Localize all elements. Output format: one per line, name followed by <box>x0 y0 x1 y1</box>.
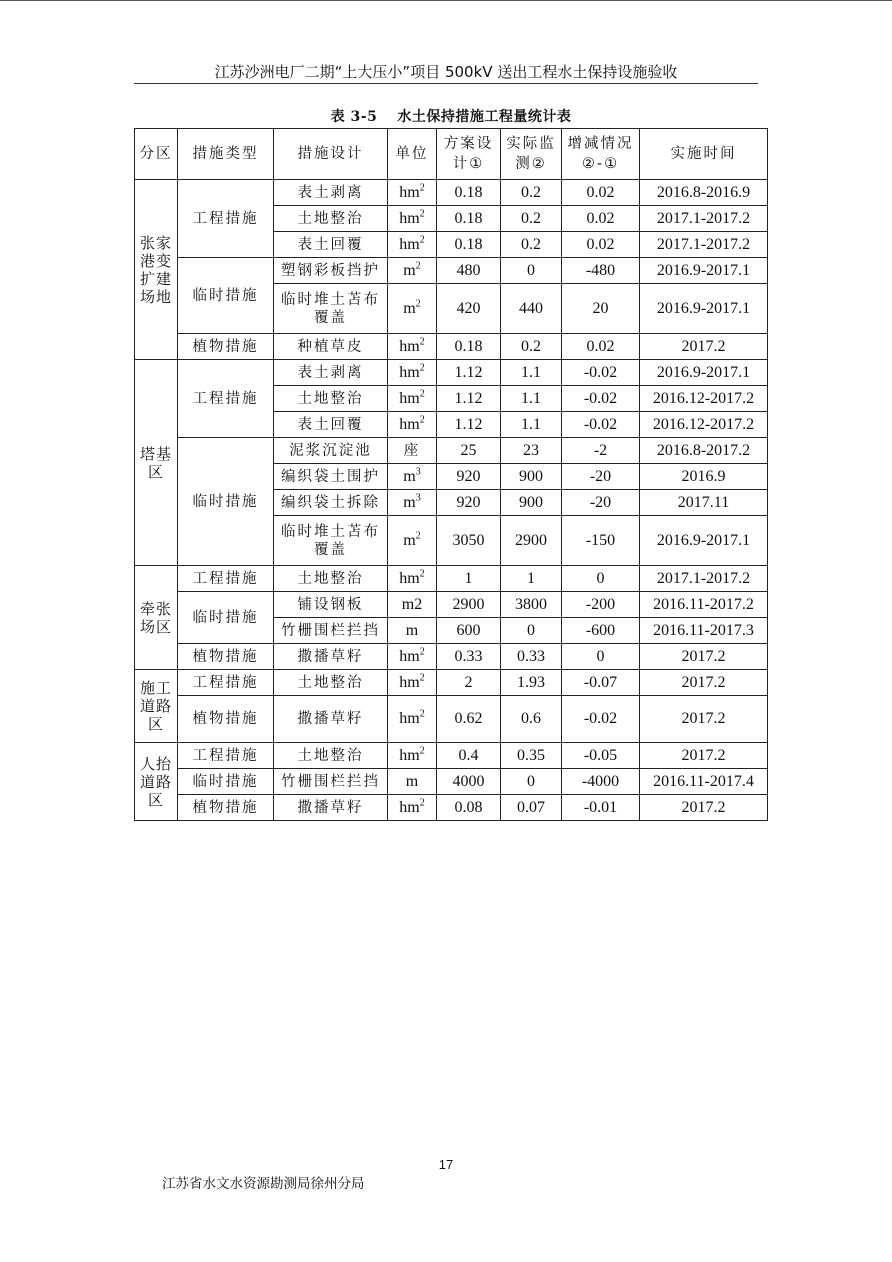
design-cell: 表土回覆 <box>274 232 388 258</box>
planned-cell: 1 <box>437 566 501 592</box>
footer-organization: 江苏省水文水资源勘测局徐州分局 <box>162 1176 365 1192</box>
actual-cell: 0.35 <box>501 743 562 769</box>
design-cell: 泥浆沉淀池 <box>274 438 388 464</box>
change-cell: -20 <box>562 464 640 490</box>
planned-cell: 3050 <box>437 516 501 566</box>
column-header-unit: 单位 <box>388 129 437 180</box>
planned-cell: 2900 <box>437 592 501 618</box>
category-cell: 工程措施 <box>178 360 274 438</box>
actual-cell: 1 <box>501 566 562 592</box>
zone-cell: 张家港变扩建场地 <box>135 180 178 360</box>
actual-cell: 0.33 <box>501 644 562 670</box>
unit-cell: $hm^2$ <box>388 232 437 258</box>
unit-cell: $hm^2$ <box>388 743 437 769</box>
change-cell: -0.02 <box>562 696 640 743</box>
planned-cell: 0.33 <box>437 644 501 670</box>
zone-cell: 牵张场区 <box>135 566 178 670</box>
change-cell: 0.02 <box>562 206 640 232</box>
design-cell: 土地整治 <box>274 566 388 592</box>
table-row <box>135 334 768 360</box>
table-row <box>135 696 768 743</box>
actual-cell: 2900 <box>501 516 562 566</box>
design-cell: 表土剥离 <box>274 180 388 206</box>
unit-cell: $hm^2$ <box>388 644 437 670</box>
actual-cell: 1.1 <box>501 412 562 438</box>
change-cell: 20 <box>562 284 640 334</box>
actual-cell: 1.1 <box>501 386 562 412</box>
period-cell: 2016.8-2016.9 <box>640 180 768 206</box>
column-header-design: 措施设计 <box>274 129 388 180</box>
change-cell: 0.02 <box>562 180 640 206</box>
planned-cell: 4000 <box>437 769 501 795</box>
design-cell: 临时堆土苫布覆盖 <box>274 516 388 566</box>
category-cell: 临时措施 <box>178 258 274 334</box>
design-cell: 竹栅围栏拦挡 <box>274 618 388 644</box>
unit-cell: m2 <box>388 592 437 618</box>
design-cell: 土地整治 <box>274 206 388 232</box>
design-cell: 编织袋土围护 <box>274 464 388 490</box>
planned-cell: 0.18 <box>437 206 501 232</box>
planned-cell: 920 <box>437 490 501 516</box>
measures-quantity-table <box>134 128 768 821</box>
period-cell: 2017.2 <box>640 670 768 696</box>
column-header-zone: 分区 <box>135 129 178 180</box>
header-divider <box>134 83 758 84</box>
period-cell: 2017.1-2017.2 <box>640 206 768 232</box>
unit-cell: $hm^2$ <box>388 670 437 696</box>
table-row <box>135 258 768 284</box>
table-row <box>135 670 768 696</box>
unit-cell: $m^3$ <box>388 490 437 516</box>
actual-cell: 440 <box>501 284 562 334</box>
period-cell: 2017.2 <box>640 696 768 743</box>
table-row <box>135 438 768 464</box>
planned-cell: 0.62 <box>437 696 501 743</box>
unit-cell: $hm^2$ <box>388 566 437 592</box>
design-cell: 撒播草籽 <box>274 795 388 821</box>
planned-cell: 1.12 <box>437 360 501 386</box>
column-header-category: 措施类型 <box>178 129 274 180</box>
table-row <box>135 795 768 821</box>
category-cell: 临时措施 <box>178 438 274 566</box>
unit-cell: m <box>388 769 437 795</box>
actual-cell: 0.2 <box>501 334 562 360</box>
change-cell: -2 <box>562 438 640 464</box>
table-row <box>135 769 768 795</box>
table-title: 水土保持措施工程量统计表 <box>397 109 572 125</box>
unit-cell: m <box>388 618 437 644</box>
column-header-actual: 实际监测② <box>501 129 562 180</box>
planned-cell: 0.18 <box>437 232 501 258</box>
zone-cell: 人抬道路区 <box>135 743 178 821</box>
table-row <box>135 566 768 592</box>
period-cell: 2016.9 <box>640 464 768 490</box>
actual-cell: 0 <box>501 258 562 284</box>
period-cell: 2017.2 <box>640 644 768 670</box>
table-body <box>135 180 768 821</box>
unit-cell: $hm^2$ <box>388 180 437 206</box>
table-row <box>135 644 768 670</box>
category-cell: 临时措施 <box>178 769 274 795</box>
change-cell: -0.01 <box>562 795 640 821</box>
actual-cell: 900 <box>501 490 562 516</box>
change-cell: 0.02 <box>562 232 640 258</box>
period-cell: 2017.1-2017.2 <box>640 566 768 592</box>
period-cell: 2017.2 <box>640 743 768 769</box>
design-cell: 编织袋土拆除 <box>274 490 388 516</box>
table-number: 表 3-5 <box>330 109 378 125</box>
actual-cell: 0.07 <box>501 795 562 821</box>
period-cell: 2016.12-2017.2 <box>640 412 768 438</box>
period-cell: 2016.12-2017.2 <box>640 386 768 412</box>
unit-cell: $hm^2$ <box>388 386 437 412</box>
period-cell: 2016.11-2017.4 <box>640 769 768 795</box>
design-cell: 土地整治 <box>274 743 388 769</box>
planned-cell: 0.08 <box>437 795 501 821</box>
design-cell: 土地整治 <box>274 670 388 696</box>
design-cell: 表土剥离 <box>274 360 388 386</box>
planned-cell: 920 <box>437 464 501 490</box>
change-cell: -4000 <box>562 769 640 795</box>
design-cell: 塑钢彩板挡护 <box>274 258 388 284</box>
unit-cell: $hm^2$ <box>388 334 437 360</box>
period-cell: 2016.8-2017.2 <box>640 438 768 464</box>
design-cell: 铺设钢板 <box>274 592 388 618</box>
period-cell: 2017.1-2017.2 <box>640 232 768 258</box>
change-cell: -20 <box>562 490 640 516</box>
category-cell: 植物措施 <box>178 795 274 821</box>
zone-cell: 塔基区 <box>135 360 178 566</box>
period-cell: 2016.9-2017.1 <box>640 284 768 334</box>
unit-cell: $m^2$ <box>388 516 437 566</box>
period-cell: 2016.11-2017.2 <box>640 592 768 618</box>
column-header-period: 实施时间 <box>640 129 768 180</box>
unit-cell: $hm^2$ <box>388 206 437 232</box>
unit-cell: $hm^2$ <box>388 795 437 821</box>
zone-cell: 施工道路区 <box>135 670 178 743</box>
planned-cell: 0.4 <box>437 743 501 769</box>
actual-cell: 0.6 <box>501 696 562 743</box>
period-cell: 2016.9-2017.1 <box>640 516 768 566</box>
column-header-planned: 方案设计① <box>437 129 501 180</box>
unit-cell: $m^3$ <box>388 464 437 490</box>
actual-cell: 1.1 <box>501 360 562 386</box>
table-row <box>135 360 768 386</box>
planned-cell: 1.12 <box>437 386 501 412</box>
design-cell: 土地整治 <box>274 386 388 412</box>
design-cell: 竹栅围栏拦挡 <box>274 769 388 795</box>
change-cell: 0 <box>562 644 640 670</box>
category-cell: 植物措施 <box>178 644 274 670</box>
unit-cell: $m^2$ <box>388 284 437 334</box>
actual-cell: 900 <box>501 464 562 490</box>
table-row <box>135 743 768 769</box>
change-cell: 0.02 <box>562 334 640 360</box>
actual-cell: 3800 <box>501 592 562 618</box>
planned-cell: 1.12 <box>437 412 501 438</box>
design-cell: 表土回覆 <box>274 412 388 438</box>
period-cell: 2017.11 <box>640 490 768 516</box>
category-cell: 工程措施 <box>178 743 274 769</box>
period-cell: 2016.9-2017.1 <box>640 360 768 386</box>
column-header-change: 增减情况②-① <box>562 129 640 180</box>
change-cell: -0.07 <box>562 670 640 696</box>
unit-cell: $hm^2$ <box>388 412 437 438</box>
actual-cell: 0.2 <box>501 180 562 206</box>
planned-cell: 0.18 <box>437 334 501 360</box>
unit-cell: 座 <box>388 438 437 464</box>
category-cell: 工程措施 <box>178 566 274 592</box>
table-row <box>135 592 768 618</box>
period-cell: 2017.2 <box>640 334 768 360</box>
actual-cell: 0.2 <box>501 232 562 258</box>
actual-cell: 0 <box>501 769 562 795</box>
design-cell: 撒播草籽 <box>274 644 388 670</box>
change-cell: -0.05 <box>562 743 640 769</box>
running-header-title: 江苏沙洲电厂二期“上大压小”项目 500kV 送出工程水土保持设施验收 <box>214 63 678 81</box>
change-cell: -0.02 <box>562 386 640 412</box>
unit-cell: $m^2$ <box>388 258 437 284</box>
change-cell: -480 <box>562 258 640 284</box>
actual-cell: 23 <box>501 438 562 464</box>
category-cell: 植物措施 <box>178 696 274 743</box>
category-cell: 工程措施 <box>178 670 274 696</box>
change-cell: -600 <box>562 618 640 644</box>
period-cell: 2016.11-2017.3 <box>640 618 768 644</box>
category-cell: 临时措施 <box>178 592 274 644</box>
planned-cell: 2 <box>437 670 501 696</box>
unit-cell: $hm^2$ <box>388 360 437 386</box>
change-cell: -0.02 <box>562 412 640 438</box>
actual-cell: 1.93 <box>501 670 562 696</box>
design-cell: 撒播草籽 <box>274 696 388 743</box>
change-cell: -0.02 <box>562 360 640 386</box>
period-cell: 2017.2 <box>640 795 768 821</box>
unit-cell: $hm^2$ <box>388 696 437 743</box>
table-header-row <box>135 129 768 180</box>
category-cell: 植物措施 <box>178 334 274 360</box>
planned-cell: 25 <box>437 438 501 464</box>
design-cell: 临时堆土苫布覆盖 <box>274 284 388 334</box>
actual-cell: 0.2 <box>501 206 562 232</box>
design-cell: 种植草皮 <box>274 334 388 360</box>
planned-cell: 600 <box>437 618 501 644</box>
table-row <box>135 180 768 206</box>
category-cell: 工程措施 <box>178 180 274 258</box>
period-cell: 2016.9-2017.1 <box>640 258 768 284</box>
actual-cell: 0 <box>501 618 562 644</box>
planned-cell: 0.18 <box>437 180 501 206</box>
page-top-border <box>0 0 892 1</box>
planned-cell: 480 <box>437 258 501 284</box>
page-number: 17 <box>438 1157 454 1172</box>
table-caption <box>134 108 768 126</box>
change-cell: -150 <box>562 516 640 566</box>
change-cell: -200 <box>562 592 640 618</box>
planned-cell: 420 <box>437 284 501 334</box>
change-cell: 0 <box>562 566 640 592</box>
